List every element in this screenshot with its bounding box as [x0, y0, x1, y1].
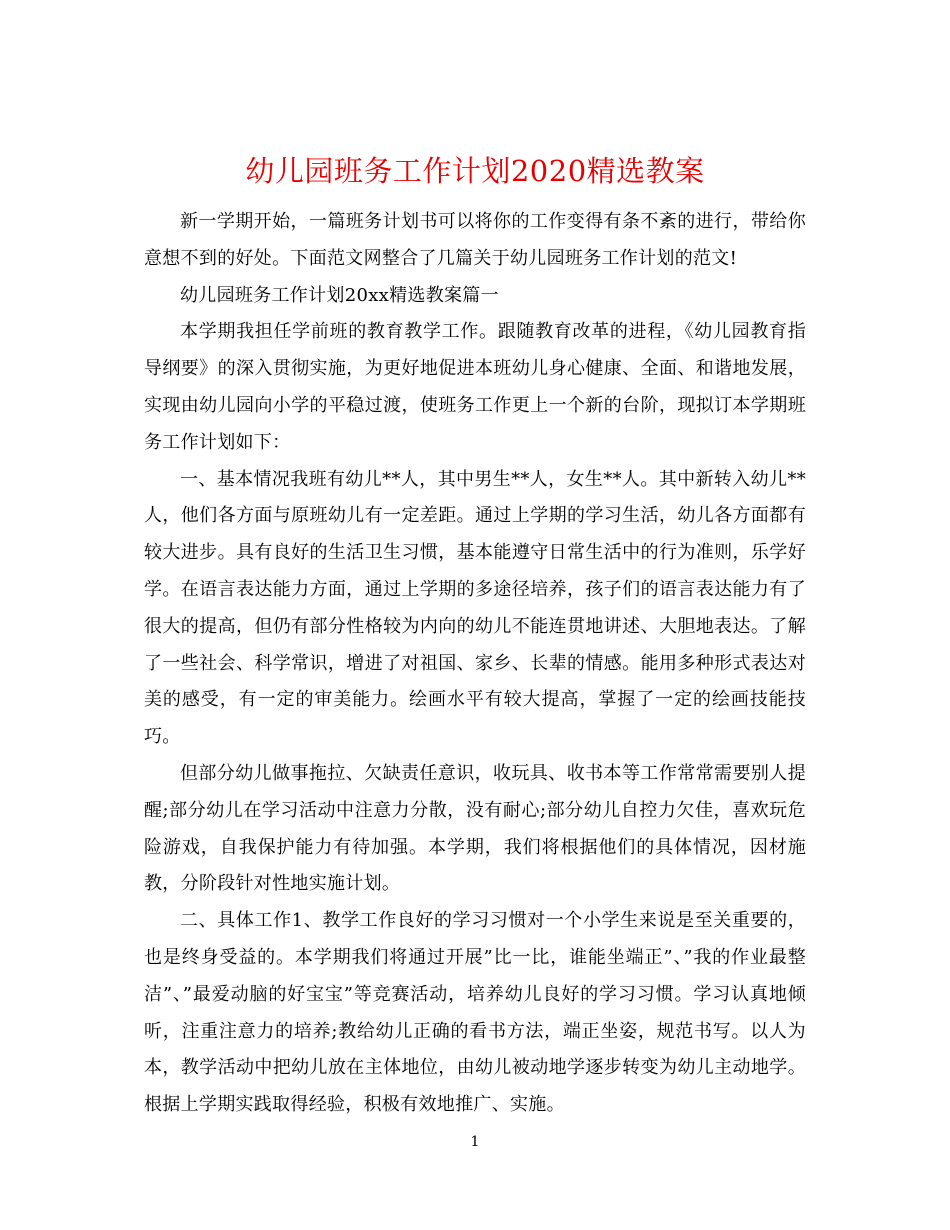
paragraph: 一、基本情况我班有幼儿**人，其中男生**人，女生**人。其中新转入幼儿**人，他们各方面与原班幼儿有一定差距。通过上学期的学习生活，幼儿各方面都有较大进步。具有良好的生活卫生习惯，基本能遵守日常生活中的行为准则，乐学好学。在语言表达能力方面，通过上学期的多途径培养，孩子们的语言表达能力有了很大的提高，但仍有部分性格较为内向的幼儿不能连贯地讲述、大胆地表达。了解了一些社会、科学常识，增进了对祖国、家乡、长辈的情感。能用多种形式表达对美的感受，有一定的审美能力。绘画水平有较大提高，掌握了一定的绘画技能技巧。 [144, 468, 806, 748]
document-title: 幼儿园班务工作计划2020精选教案 [245, 154, 705, 189]
paragraph: 二、具体工作1、教学工作良好的学习习惯对一个小学生来说是至关重要的，也是终身受益的。本学期我们将通过开展”比一比，谁能坐端正”、”我的作业最整洁”、”最爱动脑的好宝宝”等竞赛活动，培养幼儿良好的学习习惯。学习认真地倾听，注重注意力的培养;教给幼儿正确的看书方法，端正坐姿，规范书写。以人为本，教学活动中把幼儿放在主体地位，由幼儿被动地学逐步转变为幼儿主动地学。根据上学期实践取得经验，积极有效地推广、实施。 [144, 910, 806, 1116]
paragraph: 但部分幼儿做事拖拉、欠缺责任意识，收玩具、收书本等工作常常需要别人提醒;部分幼儿在学习活动中注意力分散，没有耐心;部分幼儿自控力欠佳，喜欢玩危险游戏，自我保护能力有待加强。本学期，我们将根据他们的具体情况，因材施教，分阶段针对性地实施计划。 [144, 762, 806, 895]
page-number: 1 [470, 1134, 480, 1150]
section-heading: 幼儿园班务工作计划20xx精选教案篇一 [180, 284, 499, 306]
paragraph: 本学期我担任学前班的教育教学工作。跟随教育改革的进程，《幼儿园教育指导纲要》的深入贯彻实施，为更好地促进本班幼儿身心健康、全面、和谐地发展，实现由幼儿园向小学的平稳过渡，使班务工作更上一个新的台阶，现拟订本学期班务工作计划如下： [144, 321, 806, 453]
intro-paragraph: 新一学期开始，一篇班务计划书可以将你的工作变得有条不紊的进行，带给你意想不到的好处。下面范文网整合了几篇关于幼儿园班务工作计划的范文! [144, 211, 806, 269]
document-body [144, 204, 806, 1124]
